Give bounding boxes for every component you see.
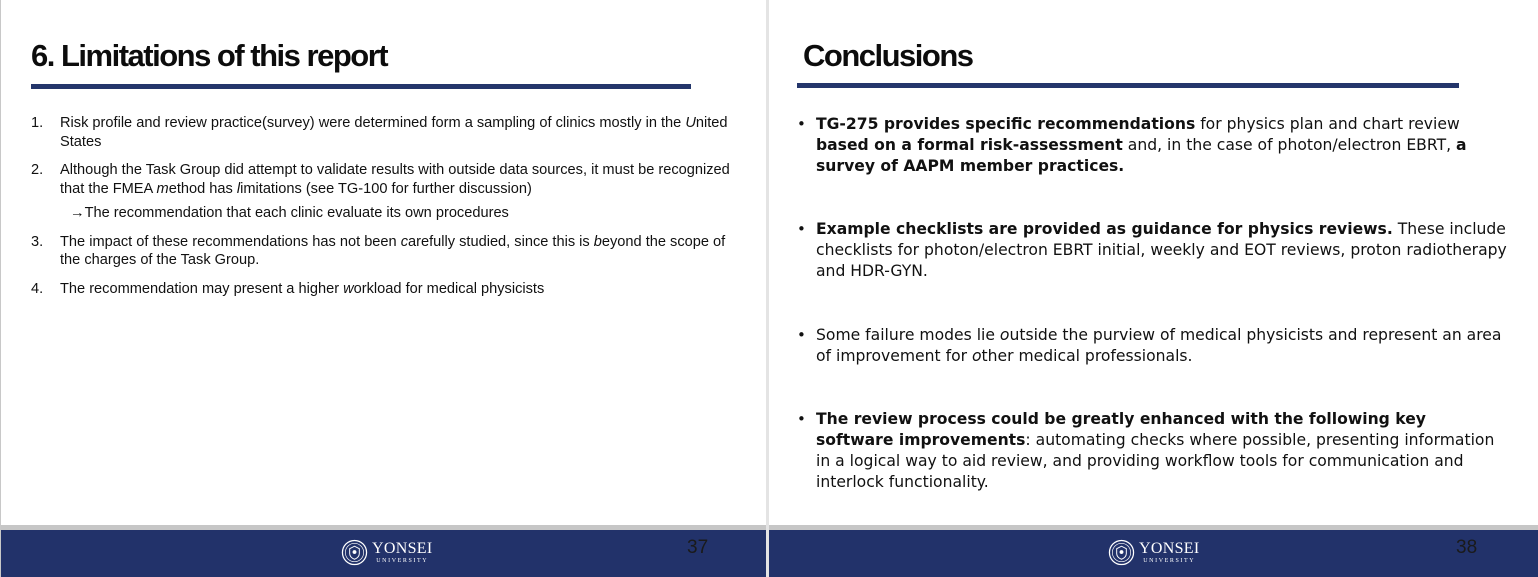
university-seal-icon: [1108, 539, 1135, 566]
item-text: Risk profile and review practice(survey) were determined form a sampling of clinics mostly in the: [60, 115, 686, 131]
italic-letter: b: [593, 233, 602, 250]
italic-letter: m: [156, 180, 169, 197]
logo-name: YONSEI: [372, 539, 433, 557]
limitations-list: [31, 114, 743, 308]
italic-letter: c: [400, 233, 409, 250]
bullet: •: [797, 325, 806, 344]
list-item: [797, 325, 1507, 367]
bold-text: The review process could be greatly enhanced with the following key software improvements: [816, 410, 1426, 450]
item-number: 1.: [31, 115, 44, 131]
item-text: These include checklists for photon/electron EBRT initial, weekly and EOT reviews, proton radiotherapy and HDR-GYN.: [816, 220, 1507, 280]
list-item: [31, 280, 743, 299]
list-item: [797, 409, 1507, 492]
item-text: orkload for medical physicists: [353, 280, 545, 297]
title-underline: [31, 84, 691, 89]
slide-title: Conclusions: [803, 38, 973, 73]
logo-name: YONSEI: [1139, 539, 1200, 557]
italic-letter: l: [236, 180, 241, 197]
item-text: imitations (see TG-100 for further discussion): [240, 180, 532, 197]
item-text: ethod has: [168, 180, 237, 197]
bold-text: based on a formal risk-assessment: [816, 135, 1123, 154]
slide-37: [0, 0, 767, 577]
italic-letter: o: [971, 346, 982, 365]
bullet: •: [797, 115, 806, 133]
bullet: •: [797, 220, 806, 239]
italic-letter: w: [343, 280, 354, 297]
italic-letter: U: [685, 115, 696, 131]
italic-letter: o: [999, 325, 1010, 344]
conclusions-list: [797, 114, 1507, 493]
page-number: 38: [1456, 537, 1478, 558]
item-text: Although the Task Group did attempt to validate results with outside data sources, it must be recognized that the FMEA: [60, 162, 730, 197]
logo-subtitle: UNIVERSITY: [1143, 557, 1196, 564]
item-number: 2.: [31, 162, 44, 178]
list-item: [31, 114, 743, 151]
yonsei-logo: [1108, 537, 1199, 567]
slide-title: 6. Limitations of this report: [31, 38, 388, 73]
list-item: [31, 161, 743, 223]
bold-text: TG-275 provides specific recommendations: [816, 115, 1196, 133]
item-text: eyond the scope of the charges of the Task Group.: [60, 233, 726, 268]
list-item: [797, 219, 1507, 281]
item-text: arefully studied, since this is: [408, 233, 594, 250]
item-text: Some failure modes lie: [816, 325, 1000, 344]
item-text: The recommendation may present a higher: [60, 280, 344, 297]
item-text: : automating checks where possible, presenting information in a logical way to aid review, and providing workflow tools for communication and interlock functionality.: [816, 431, 1495, 491]
list-item: [31, 233, 743, 270]
item-number: 3.: [31, 233, 44, 250]
title-underline: [797, 83, 1459, 88]
list-item: [797, 114, 1507, 176]
item-text: for physics plan and chart review: [1195, 115, 1460, 133]
item-number: 4.: [31, 280, 44, 297]
bullet: •: [797, 410, 806, 429]
item-text: and, in the case of photon/electron EBRT,: [1122, 135, 1457, 154]
bold-text: a survey of AAPM member practices.: [816, 135, 1467, 175]
logo-subtitle: UNIVERSITY: [376, 557, 429, 564]
arrow-note: →The recommendation that each clinic evaluate its own procedures: [70, 205, 509, 221]
item-text: ther medical professionals.: [981, 346, 1193, 365]
page-number: 37: [687, 537, 709, 558]
item-text: nited States: [60, 115, 728, 150]
item-text: The impact of these recommendations has not been: [60, 233, 401, 250]
item-text: utside the purview of medical physicists and represent an area of improvement for: [816, 325, 1502, 365]
bold-text: Example checklists are provided as guidance for physics reviews.: [816, 220, 1393, 239]
university-seal-icon: [341, 539, 368, 566]
yonsei-logo: [341, 537, 432, 567]
